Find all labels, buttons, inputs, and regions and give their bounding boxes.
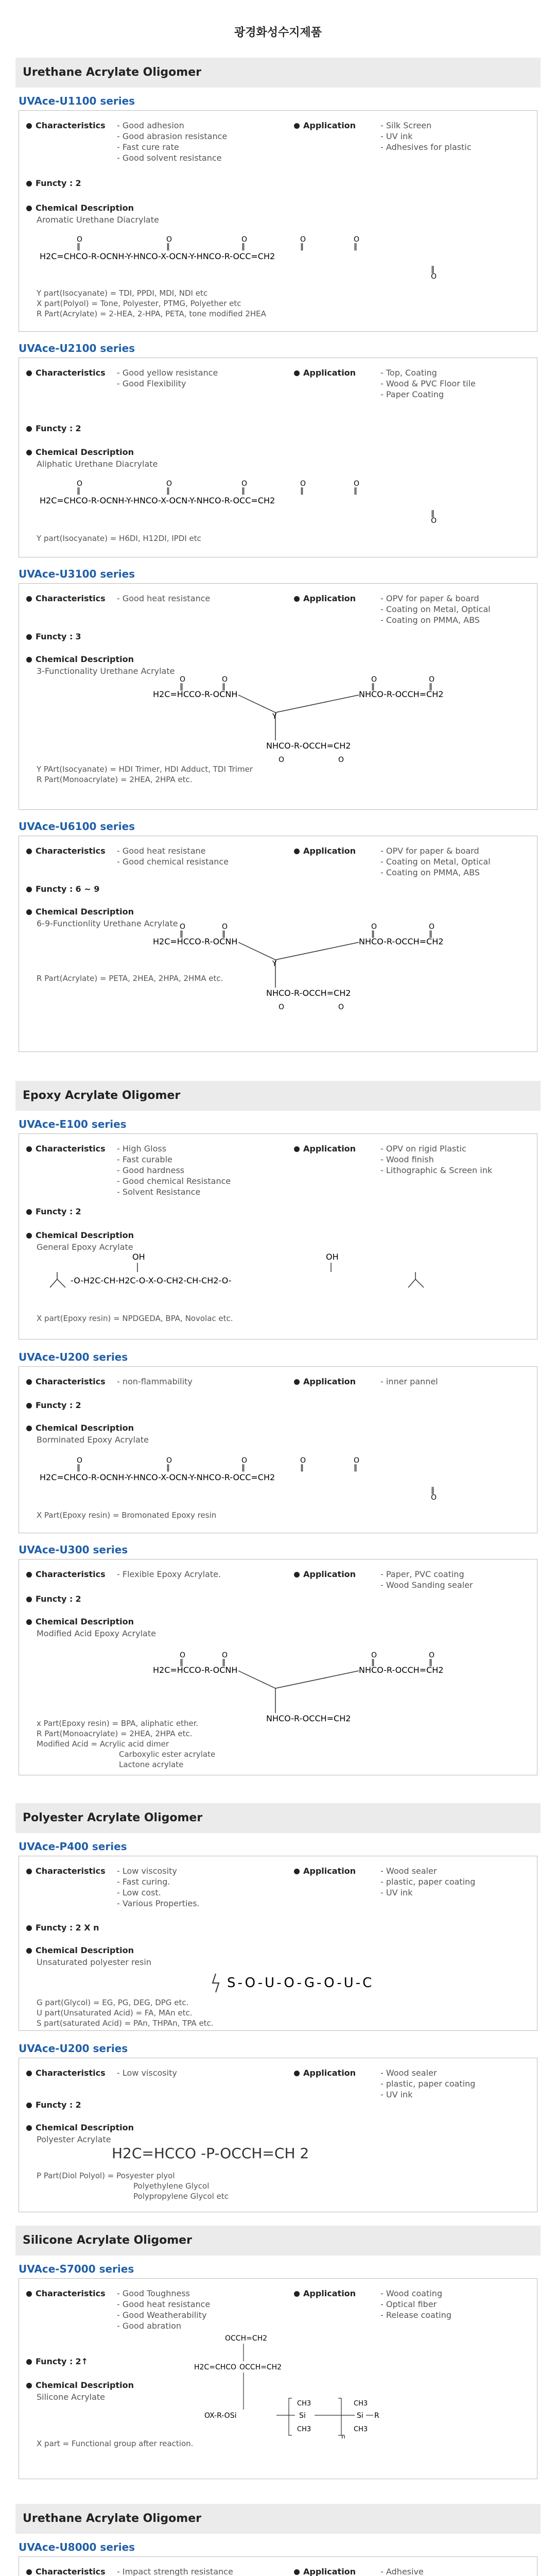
formula-oh-left: OH — [132, 1252, 145, 1262]
svg-text:O: O — [431, 1494, 437, 1502]
chem-desc-text: Unsaturated polyester resin — [37, 1957, 151, 1967]
functionality-row: Functy : 2 — [26, 178, 81, 189]
formula-arm-left: H2C=HCCO-R-OCNH — [153, 937, 238, 946]
chem-desc-label: Chemical Description — [26, 1230, 134, 1241]
svg-text:‖: ‖ — [166, 243, 170, 251]
product-card-u2100 — [19, 358, 537, 557]
notes: R Part(Acrylate) = PETA, 2HEA, 2HPA, 2HMA etc. — [37, 974, 223, 983]
chem-desc-text: Modified Acid Epoxy Acrylate — [37, 1629, 156, 1638]
svg-text:O: O — [222, 1651, 228, 1659]
characteristics-label: Characteristics — [26, 2288, 106, 2299]
bullet-icon — [294, 370, 300, 376]
characteristics-label: Characteristics — [26, 1866, 106, 1876]
svg-text:‖: ‖ — [222, 683, 225, 691]
series-title-p400: UVAce-P400 series — [19, 1840, 127, 1853]
bullet-icon — [26, 181, 32, 187]
svg-text:‖: ‖ — [222, 1658, 225, 1667]
svg-text:‖: ‖ — [371, 1658, 375, 1667]
svg-text:‖: ‖ — [77, 487, 80, 495]
formula-r: R — [374, 2412, 379, 2420]
product-card-u1100 — [19, 110, 537, 332]
characteristics-label: Characteristics — [26, 1376, 106, 1387]
formula-arm-bottom: NHCO-R-OCCH=CH2 — [266, 988, 351, 998]
series-title-u3100: UVAce-U3100 series — [19, 568, 135, 580]
functionality-row: Functy : 2 — [26, 1594, 81, 1604]
chem-desc-label: Chemical Description — [26, 2122, 134, 2133]
series-title-u200-epoxy: UVAce-U200 series — [19, 1351, 128, 1363]
formula-ch3-top: CH3 — [297, 2400, 311, 2408]
formula-right: OCCH=CH2 — [239, 2363, 282, 2371]
structural-formula — [40, 1448, 524, 1505]
svg-text:‖: ‖ — [166, 1464, 170, 1472]
series-title-e100: UVAce-E100 series — [19, 1118, 127, 1130]
svg-text:O: O — [429, 675, 435, 684]
svg-text:O: O — [279, 756, 285, 764]
bullet-icon — [26, 1379, 32, 1385]
chem-desc-text: General Epoxy Acrylate — [37, 1242, 133, 1252]
product-card-u8000 — [19, 2556, 537, 2576]
bullet-icon — [294, 2291, 300, 2297]
bullet-icon — [26, 1209, 32, 1215]
product-card-u300 — [19, 1559, 537, 1775]
formula-oh-right: OH — [326, 1252, 339, 1262]
svg-text:O: O — [371, 675, 377, 684]
application-label: Application — [294, 2067, 356, 2078]
formula-left: H2C=CHCO — [194, 2363, 237, 2371]
characteristics-list: - Good heat resistane - Good chemical resistance — [117, 845, 229, 867]
svg-text:‖: ‖ — [431, 265, 435, 274]
formula-arm-left: H2C=HCCO-R-OCNH — [153, 1665, 238, 1675]
svg-text:‖: ‖ — [300, 1464, 304, 1472]
svg-text:O: O — [77, 480, 83, 488]
formula-text: -O-H2C-CH-H2C-O-X-O-CH2-CH-CH2-O- — [71, 1276, 232, 1285]
formula-n: n — [341, 2433, 345, 2440]
application-list: - Wood sealer - plastic, paper coating - UV ink — [380, 2067, 475, 2100]
characteristics-list: - Good heat resistance — [117, 593, 210, 604]
svg-text:O: O — [300, 1456, 306, 1465]
bullet-icon — [26, 1146, 32, 1152]
functionality-row: Functy : 2 — [26, 1206, 81, 1217]
bullet-icon — [26, 1869, 32, 1874]
product-card-u3100 — [19, 583, 537, 810]
characteristics-list: - Low viscosity — [117, 2067, 177, 2078]
structural-formula — [210, 1970, 529, 1995]
section-header-urethane-2: Urethane Acrylate Oligomer — [15, 2504, 541, 2534]
bullet-icon — [294, 2569, 300, 2575]
svg-text:O: O — [166, 1456, 172, 1465]
application-list: - Wood sealer - plastic, paper coating - UV ink — [380, 1866, 475, 1898]
bullet-icon — [26, 1597, 32, 1602]
structural-formula — [40, 227, 524, 284]
bullet-icon — [26, 1948, 32, 1954]
formula-ch3-top-2: CH3 — [354, 2400, 368, 2408]
svg-text:‖: ‖ — [241, 487, 245, 495]
application-list: - Silk Screen - UV ink - Adhesives for plastic — [380, 120, 472, 152]
formula-arm-right: NHCO-R-OCCH=CH2 — [359, 937, 444, 946]
chem-desc-label: Chemical Description — [26, 1945, 134, 1956]
structural-formula — [153, 635, 513, 769]
bullet-icon — [26, 370, 32, 376]
application-list: - Wood coating - Optical fiber - Release coating — [380, 2288, 451, 2320]
application-list: - Adhesive — [380, 2566, 515, 2576]
characteristics-list: - Impact strength resistance — [117, 2566, 233, 2576]
chem-desc-text: Silicone Acrylate — [37, 2392, 106, 2402]
chem-desc-text: 6-9-Functionlity Urethane Acrylate — [37, 919, 178, 928]
notes: X Part(Epoxy resin) = Bromonated Epoxy resin — [37, 1511, 217, 1520]
characteristics-list: - Good adhesion - Good abrasion resistance - Fast cure rate - Good solvent resistance — [117, 120, 227, 163]
characteristics-label: Characteristics — [26, 2566, 106, 2576]
bullet-icon — [26, 887, 32, 892]
svg-text:‖: ‖ — [77, 1464, 80, 1472]
application-label: Application — [294, 1376, 356, 1387]
svg-text:O: O — [354, 480, 360, 488]
formula-ch3-bottom: CH3 — [297, 2426, 311, 2433]
svg-text:‖: ‖ — [429, 930, 432, 938]
formula-chain: OX-R-OSi — [204, 2412, 237, 2420]
chem-desc-text: Aliphatic Urethane Diacrylate — [37, 459, 158, 469]
functionality-row: Functy : 2 — [26, 1400, 81, 1411]
structural-formula — [153, 1611, 513, 1735]
bullet-icon — [26, 123, 32, 129]
svg-text:‖: ‖ — [300, 487, 304, 495]
svg-text:O: O — [241, 480, 248, 488]
characteristics-list: - Good yellow resistance - Good Flexibility — [117, 367, 218, 389]
bullet-icon — [26, 2291, 32, 2297]
series-title-u2100: UVAce-U2100 series — [19, 342, 135, 354]
bullet-icon — [26, 2071, 32, 2076]
svg-text:O: O — [180, 1651, 186, 1659]
bullet-icon — [294, 1869, 300, 1874]
svg-text:O: O — [222, 923, 228, 931]
formula-arm-left: H2C=HCCO-R-OCNH — [153, 689, 238, 699]
svg-text:‖: ‖ — [354, 487, 357, 495]
section-header-polyester: Polyester Acrylate Oligomer — [15, 1803, 541, 1833]
chem-desc-label: Chemical Description — [26, 447, 134, 457]
bullet-icon — [294, 2071, 300, 2076]
formula-arm-right: NHCO-R-OCCH=CH2 — [359, 1665, 444, 1675]
notes: Y PArt(Isocyanate) = HDI Trimer, HDI Adduct, TDI Trimer R Part(Monoacrylate) = 2HEA, 2HPA etc. — [37, 765, 253, 784]
bullet-icon — [26, 2103, 32, 2108]
svg-text:O: O — [241, 1456, 248, 1465]
product-card-e100 — [19, 1133, 537, 1340]
characteristics-label: Characteristics — [26, 2067, 106, 2078]
chem-desc-text: Borminated Epoxy Acrylate — [37, 1435, 149, 1445]
functionality-row: Functy : 2 — [26, 423, 81, 434]
bullet-icon — [26, 2359, 32, 2365]
application-list: - OPV for paper & board - Coating on Metal, Optical - Coating on PMMA, ABS — [380, 593, 491, 625]
characteristics-label: Characteristics — [26, 845, 106, 856]
bullet-icon — [294, 1146, 300, 1152]
formula-arm-bottom: NHCO-R-OCCH=CH2 — [266, 741, 351, 751]
application-label: Application — [294, 593, 356, 604]
svg-text:‖: ‖ — [222, 930, 225, 938]
chem-desc-text: Polyester Acrylate — [37, 2134, 111, 2144]
product-card-u200-epoxy — [19, 1366, 537, 1533]
chem-desc-label: Chemical Description — [26, 2380, 134, 2391]
svg-text:O: O — [371, 923, 377, 931]
series-title-s7000: UVAce-S7000 series — [19, 2263, 134, 2275]
svg-text:O: O — [431, 273, 437, 281]
chem-desc-label: Chemical Description — [26, 202, 134, 213]
bullet-icon — [26, 1426, 32, 1431]
application-list: - inner pannel — [380, 1376, 438, 1387]
svg-text:O: O — [429, 1651, 435, 1659]
bullet-icon — [26, 596, 32, 602]
application-label: Application — [294, 367, 356, 378]
formula-si-end: Si — [357, 2412, 363, 2420]
svg-text:O: O — [180, 675, 186, 684]
characteristics-list: - Low viscosity - Fast curing. - Low cost. - Various Properties. — [117, 1866, 200, 1909]
svg-text:‖: ‖ — [431, 510, 435, 518]
characteristics-list: - Good Toughness - Good heat resistance - Good Weatherability - Good abration — [117, 2288, 210, 2331]
svg-text:O: O — [222, 675, 228, 684]
structural-formula — [153, 883, 513, 1016]
bullet-icon — [26, 2569, 32, 2575]
svg-text:‖: ‖ — [354, 1464, 357, 1472]
application-list: - OPV for paper & board - Coating on Metal, Optical - Coating on PMMA, ABS — [380, 845, 491, 878]
svg-text:‖: ‖ — [429, 683, 432, 691]
application-label: Application — [294, 845, 356, 856]
svg-text:‖: ‖ — [300, 243, 304, 251]
svg-text:O: O — [180, 923, 186, 931]
svg-text:Y: Y — [272, 713, 277, 721]
bullet-icon — [26, 450, 32, 455]
svg-text:O: O — [354, 235, 360, 244]
product-card-u200-polyester — [19, 2058, 537, 2212]
formula-text: H2C=CHCO-R-OCNH-Y-HNCO-X-OCN-Y-NHCO-R-OCC=CH2 — [40, 496, 275, 505]
svg-text:‖: ‖ — [77, 243, 80, 251]
characteristics-label: Characteristics — [26, 120, 106, 131]
characteristics-list: - High Gloss - Fast curable - Good hardness - Good chemical Resistance - Solvent Resistance — [117, 1143, 231, 1197]
functionality-row: Functy : 2 — [26, 2099, 81, 2110]
formula-top: OCCH=CH2 — [225, 2334, 268, 2343]
characteristics-list: - Flexible Epoxy Acrylate. — [117, 1569, 221, 1580]
bullet-icon — [26, 849, 32, 854]
svg-text:O: O — [371, 1651, 377, 1659]
functionality-row: Functy : 6 ~ 9 — [26, 884, 99, 894]
product-card-s7000 — [19, 2278, 537, 2479]
bullet-icon — [26, 1619, 32, 1625]
series-title-u1100: UVAce-U1100 series — [19, 95, 135, 107]
section-header-urethane: Urethane Acrylate Oligomer — [15, 58, 541, 88]
characteristics-label: Characteristics — [26, 593, 106, 604]
svg-text:O: O — [354, 1456, 360, 1465]
bullet-icon — [26, 206, 32, 211]
svg-text:‖: ‖ — [180, 930, 183, 938]
svg-text:‖: ‖ — [166, 487, 170, 495]
svg-text:O: O — [338, 756, 344, 764]
notes: Y part(Isocyanate) = TDI, PPDI, MDI, NDI etc X part(Polyol) = Tone, Polyester, PTMG, Polyether etc R Part(Acrylate) = 2-HEA, 2-HPA, PETA, tone modified 2HEA — [37, 289, 266, 318]
chem-desc-text: 3-Functionality Urethane Acrylate — [37, 666, 175, 676]
series-title-u6100: UVAce-U6100 series — [19, 820, 135, 833]
svg-text:O: O — [300, 480, 306, 488]
svg-text:O: O — [429, 923, 435, 931]
chem-desc-label: Chemical Description — [26, 1616, 134, 1627]
svg-text:O: O — [77, 1456, 83, 1465]
notes: P Part(Diol Polyol) = Posyester plyol Polyethylene Glycol Polypropylene Glycol etc — [37, 2171, 229, 2201]
application-label: Application — [294, 120, 356, 131]
application-label: Application — [294, 1569, 356, 1580]
functionality-row: Functy : 2↑ — [26, 2356, 88, 2367]
characteristics-label: Characteristics — [26, 367, 106, 378]
formula-si-mid: Si — [299, 2412, 306, 2420]
bullet-icon — [26, 2125, 32, 2131]
application-label: Application — [294, 2288, 356, 2299]
svg-text:O: O — [241, 235, 248, 244]
series-title-u8000: UVAce-U8000 series — [19, 2541, 135, 2553]
application-list: - Top, Coating - Wood & PVC Floor tile - Paper Coating — [380, 367, 476, 400]
characteristics-list: - non-flammability — [117, 1376, 193, 1387]
application-list: - OPV on rigid Plastic - Wood finish - Lithographic & Screen ink — [380, 1143, 492, 1176]
bullet-icon — [26, 1925, 32, 1931]
bullet-icon — [294, 849, 300, 854]
bullet-icon — [294, 596, 300, 602]
formula-text: H2C=HCCO -P-OCCH=CH 2 — [112, 2145, 309, 2162]
structural-formula — [40, 471, 524, 528]
chem-desc-label: Chemical Description — [26, 1422, 134, 1433]
page-title: 광경화성수지제품 — [234, 26, 322, 39]
formula-text: S-O-U-O-G-O-U-C — [227, 1975, 374, 1991]
formula-arm-bottom: NHCO-R-OCCH=CH2 — [266, 1714, 351, 1723]
section-header-epoxy: Epoxy Acrylate Oligomer — [15, 1081, 541, 1111]
structural-formula — [40, 1251, 503, 1303]
svg-text:O: O — [431, 517, 437, 525]
bullet-icon — [294, 1379, 300, 1385]
svg-text:‖: ‖ — [241, 243, 245, 251]
characteristics-label: Characteristics — [26, 1143, 106, 1154]
svg-text:‖: ‖ — [429, 1658, 432, 1667]
formula-text: H2C=CHCO-R-OCNH-Y-HNCO-X-OCN-Y-HNCO-R-OCC=CH2 — [40, 251, 275, 261]
notes: Y part(Isocyanate) = H6DI, H12DI, IPDI etc — [37, 534, 201, 543]
chem-desc-text: Aromatic Urethane Diacrylate — [37, 215, 159, 225]
notes: G part(Glycol) = EG, PG, DEG, DPG etc. U part(Unsaturated Acid) = FA, MAn etc. S part(saturated Acid) = PAn, THPAn, TPA etc. — [37, 1998, 214, 2028]
notes: x Part(Epoxy resin) = BPA, aliphatic ether. R Part(Monoacrylate) = 2HEA, 2HPA etc. Modified Acid = Acrylic acid dimer Carboxylic ester acrylate Lactone acrylate — [37, 1719, 216, 1769]
chem-desc-label: Chemical Description — [26, 654, 134, 665]
svg-text:Y: Y — [272, 960, 277, 968]
svg-text:‖: ‖ — [371, 683, 375, 691]
notes: X part(Epoxy resin) = NPDGEDA, BPA, Novolac etc. — [37, 1314, 233, 1323]
application-label: Application — [294, 1866, 356, 1876]
series-title-u200-polyester: UVAce-U200 series — [19, 2042, 128, 2055]
bullet-icon — [26, 1572, 32, 1578]
bullet-icon — [26, 657, 32, 663]
svg-text:O: O — [166, 480, 172, 488]
formula-arm-right: NHCO-R-OCCH=CH2 — [359, 689, 444, 699]
svg-text:‖: ‖ — [180, 683, 183, 691]
bullet-icon — [26, 1233, 32, 1239]
bullet-icon — [26, 2383, 32, 2388]
section-header-silicone: Silicone Acrylate Oligomer — [15, 2226, 541, 2256]
application-label: Application — [294, 2566, 356, 2576]
svg-text:O: O — [166, 235, 172, 244]
application-label: Application — [294, 1143, 356, 1154]
bullet-icon — [294, 123, 300, 129]
structural-formula — [194, 2329, 482, 2458]
bullet-icon — [26, 909, 32, 915]
svg-text:‖: ‖ — [371, 930, 375, 938]
characteristics-label: Characteristics — [26, 1569, 106, 1580]
svg-text:O: O — [279, 1003, 285, 1011]
bullet-icon — [26, 634, 32, 640]
series-title-u300: UVAce-U300 series — [19, 1544, 128, 1556]
formula-text: H2C=CHCO-R-OCNH-Y-HNCO-X-OCN-Y-NHCO-R-OCC=CH2 — [40, 1472, 275, 1482]
svg-text:‖: ‖ — [431, 1486, 435, 1495]
svg-text:‖: ‖ — [354, 243, 357, 251]
notes: X part = Functional group after reaction. — [37, 2439, 194, 2448]
functionality-row: Functy : 3 — [26, 631, 81, 642]
chem-desc-label: Chemical Description — [26, 906, 134, 917]
svg-text:‖: ‖ — [241, 1464, 245, 1472]
formula-ch3-bottom-2: CH3 — [354, 2426, 368, 2433]
bullet-icon — [294, 1572, 300, 1578]
svg-text:‖: ‖ — [180, 1658, 183, 1667]
application-list: - Paper, PVC coating - Wood Sanding sealer — [380, 1569, 473, 1590]
bullet-icon — [26, 1403, 32, 1409]
functionality-row: Functy : 2 X n — [26, 1922, 99, 1933]
product-card-u6100 — [19, 836, 537, 1052]
svg-text:O: O — [77, 235, 83, 244]
svg-text:O: O — [300, 235, 306, 244]
product-card-p400 — [19, 1856, 537, 2031]
bullet-icon — [26, 426, 32, 432]
svg-text:O: O — [338, 1003, 344, 1011]
